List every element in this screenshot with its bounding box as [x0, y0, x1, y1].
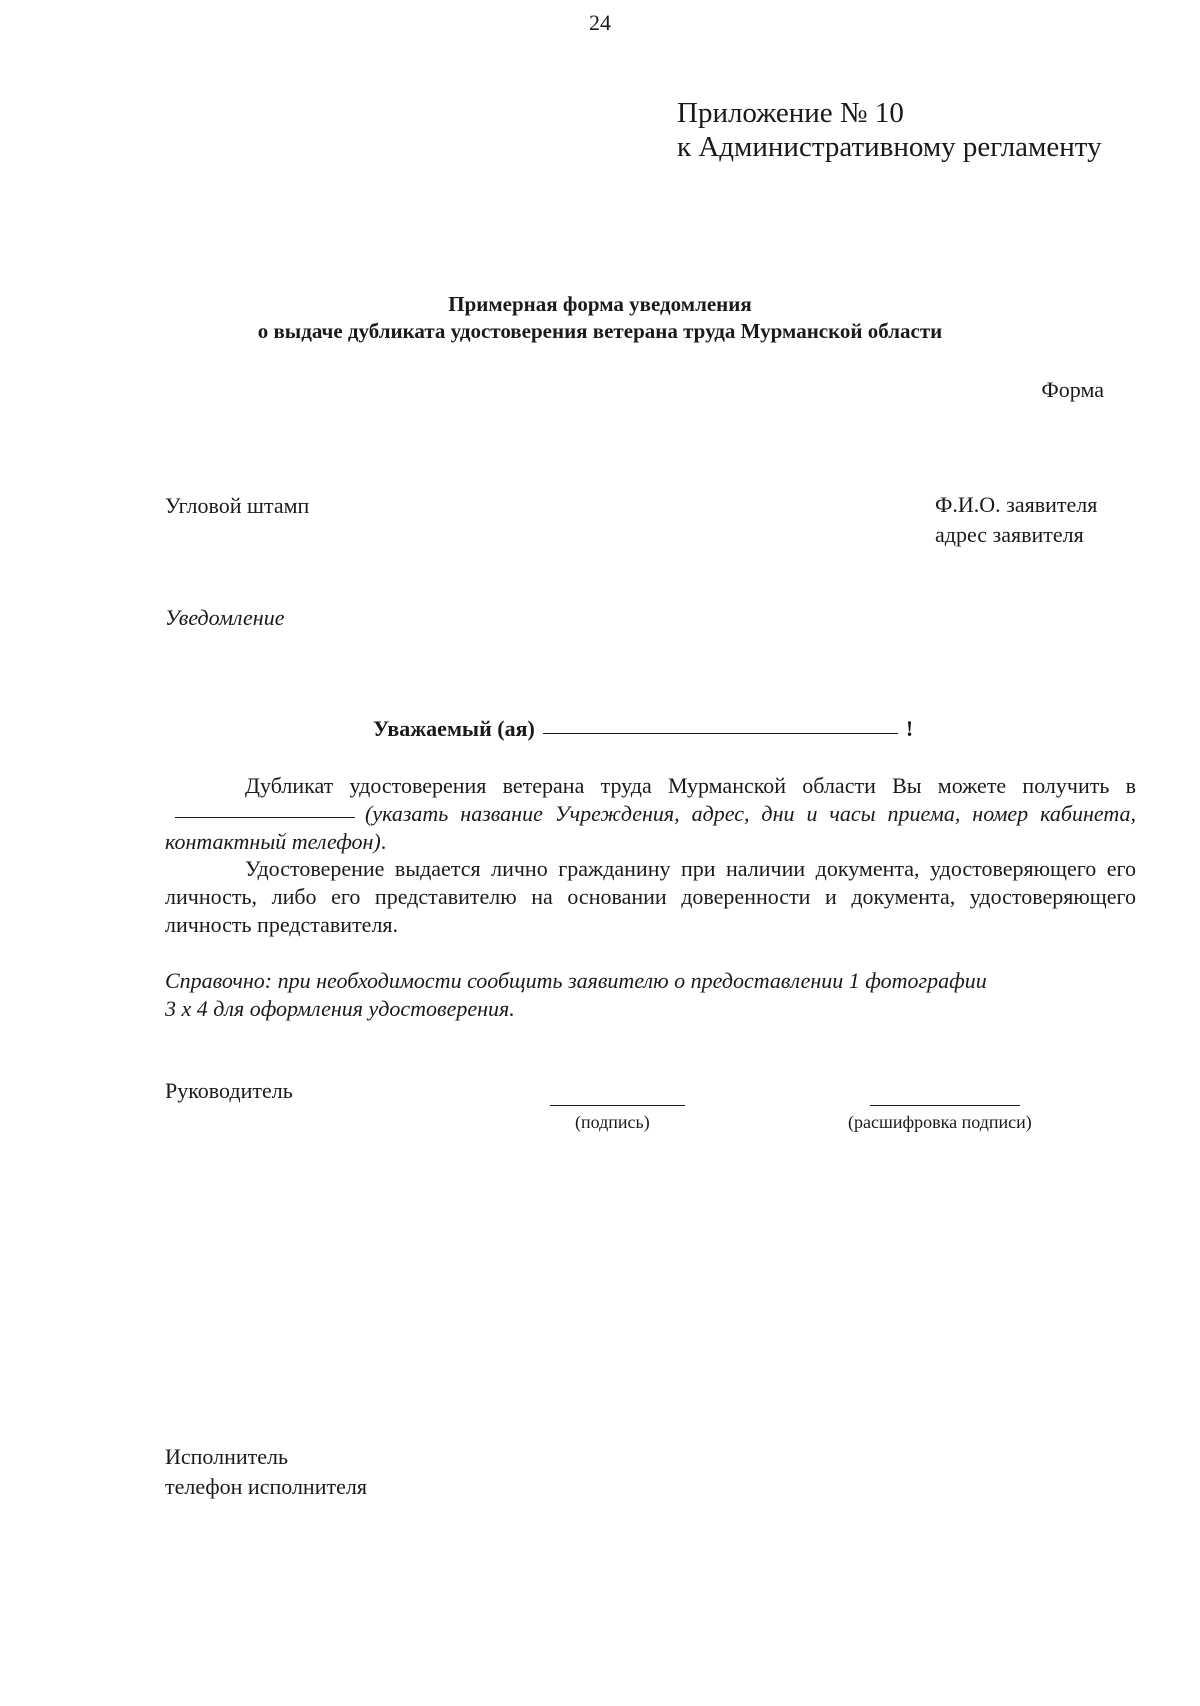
greeting-suffix: !: [905, 716, 914, 741]
appendix-number: Приложение № 10: [677, 97, 904, 129]
applicant-block: [935, 490, 1097, 550]
signature-decode-caption: (расшифровка подписи): [848, 1112, 1032, 1132]
form-label: Форма: [1041, 377, 1104, 402]
greeting-blank-line: [543, 733, 898, 734]
paragraph-issuance: Удостоверение выдается лично гражданину при наличии документа, удостоверяющего его личность, либо его представителю на основании доверенности и документа, удостоверяющего личность представителя.: [165, 856, 1136, 937]
paragraph1-end: .: [380, 829, 387, 854]
signature-decode-line: [870, 1105, 1020, 1106]
page-number: 24: [589, 10, 611, 35]
signature-line: [550, 1105, 685, 1106]
paragraph1-instruction: (указать название Учреждения, адрес, дни и часы приема, номер кабинета, контактный телефон): [165, 801, 1136, 854]
reference-note-line1: Справочно: при необходимости сообщить заявителю о предоставлении 1 фотографии: [165, 968, 987, 993]
reference-note: [165, 967, 1136, 1023]
corner-stamp: Угловой штамп: [165, 493, 310, 518]
appendix-reference: к Административному регламенту: [677, 131, 1102, 163]
executor-block: [165, 1442, 367, 1502]
executor-label: Исполнитель: [165, 1444, 289, 1469]
reference-note-line2: 3 х 4 для оформления удостоверения.: [165, 996, 515, 1021]
greeting-prefix: Уважаемый (ая): [373, 716, 535, 741]
executor-phone: телефон исполнителя: [165, 1474, 367, 1499]
document-title-line2: о выдаче дубликата удостоверения ветерана труда Мурманской области: [257, 319, 943, 343]
institution-blank-line: [175, 817, 355, 818]
applicant-address: адрес заявителя: [935, 522, 1084, 547]
applicant-name: Ф.И.О. заявителя: [935, 492, 1098, 517]
notice-label: Уведомление: [165, 605, 285, 630]
document-title-line1: Примерная форма уведомления: [448, 292, 752, 316]
head-label: Руководитель: [165, 1078, 293, 1103]
paragraph1-text: Дубликат удостоверения ветерана труда Мурманской области Вы можете получить в: [245, 773, 1136, 798]
signature-caption: (подпись): [575, 1112, 650, 1132]
appendix-header: [677, 96, 1102, 164]
paragraph-pickup-location: [165, 772, 1136, 856]
greeting: [373, 716, 913, 742]
